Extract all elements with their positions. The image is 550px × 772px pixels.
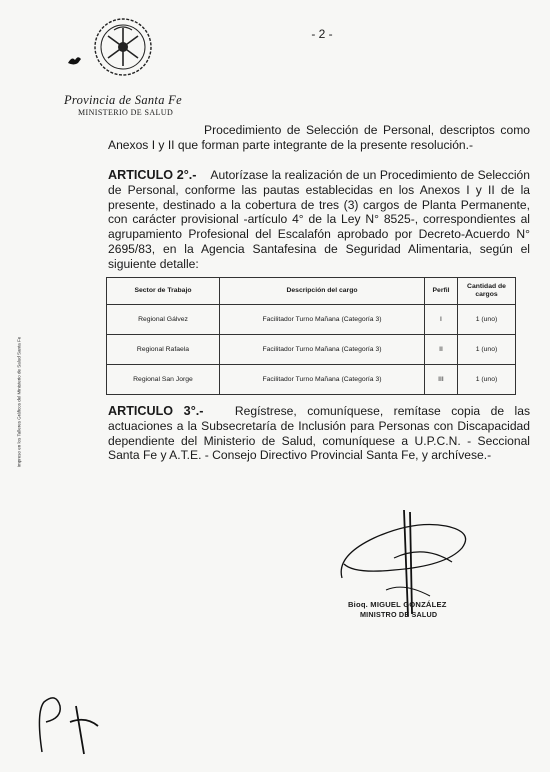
- article-2-text: Autorízase la realización de un Procedimiento de Selección de Personal, conforme las pautas establecidas en los Anexos I y II de la presente, destinado a la cobertura de tres (3) cargos de Planta Permanente, con carácter provisional -artículo 4° de la Ley N° 8525-, correspondientes al agrupamiento Profesional del Escalafón aprobado por Decreto-Acuerdo N° 2695/83, en la Agencia Santafesina de Seguridad Alimentaria, según el siguiente detalle:: [108, 168, 531, 271]
- table-row: [107, 335, 516, 365]
- cell-cargo: Facilitador Turno Mañana (Categoría 3): [220, 305, 425, 335]
- article-3-paragraph: [108, 404, 530, 463]
- cell-perfil: II: [425, 335, 458, 365]
- cell-sector: Regional Gálvez: [107, 305, 220, 335]
- header-cargo: Descripción del cargo: [220, 278, 425, 305]
- cell-perfil: III: [425, 365, 458, 395]
- cell-cantidad: 1 (uno): [458, 365, 516, 395]
- cell-cantidad: 1 (uno): [458, 335, 516, 365]
- article-2-paragraph: [108, 168, 530, 272]
- signatory-title: MINISTRO DE SALUD: [360, 610, 438, 619]
- intro-paragraph: [108, 123, 530, 153]
- handwritten-initials-icon: [26, 692, 106, 758]
- header-perfil: Perfil: [425, 278, 458, 305]
- cell-cargo: Facilitador Turno Mañana (Categoría 3): [220, 365, 425, 395]
- cell-sector: Regional Rafaela: [107, 335, 220, 365]
- table-row: [107, 365, 516, 395]
- article-3-label: ARTICULO 3°.-: [108, 404, 204, 418]
- page-number: - 2 -: [311, 27, 333, 41]
- bird-emblem-icon: [66, 54, 82, 68]
- table-header-row: [107, 278, 516, 305]
- positions-table: [106, 277, 516, 395]
- table-row: [107, 305, 516, 335]
- printer-side-note: Impreso en los Talleres Gráficos del Ministerio de Salud Santa Fe: [16, 336, 22, 468]
- article-3-text: Regístrese, comuníquese, remítase copia de las actuaciones a la Subsecretaría de Inclusión para Personas con Discapacidad dependiente del Ministerio de Salud, comuníquese a U.P.C.N. - Seccional Santa Fe y A.T.E. - Consejo Directivo Provincial Santa Fe, y archívese.-: [108, 404, 530, 463]
- ministry-name: MINISTERIO DE SALUD: [78, 108, 174, 117]
- province-name: Provincia de Santa Fe: [64, 93, 182, 107]
- cell-cargo: Facilitador Turno Mañana (Categoría 3): [220, 335, 425, 365]
- intro-text: Procedimiento de Selección de Personal, descriptos como Anexos I y II que forman parte integrante de la presente resolución.-: [108, 123, 530, 152]
- article-2-label: ARTICULO 2°.-: [108, 168, 197, 182]
- cell-cantidad: 1 (uno): [458, 305, 516, 335]
- header-sector: Sector de Trabajo: [107, 278, 220, 305]
- cell-perfil: I: [425, 305, 458, 335]
- cell-sector: Regional San Jorge: [107, 365, 220, 395]
- header-cantidad: Cantidad de cargos: [458, 278, 516, 305]
- signatory-name: Bioq. MIGUEL GONZÁLEZ: [348, 600, 447, 609]
- provincial-seal-icon: [92, 16, 154, 78]
